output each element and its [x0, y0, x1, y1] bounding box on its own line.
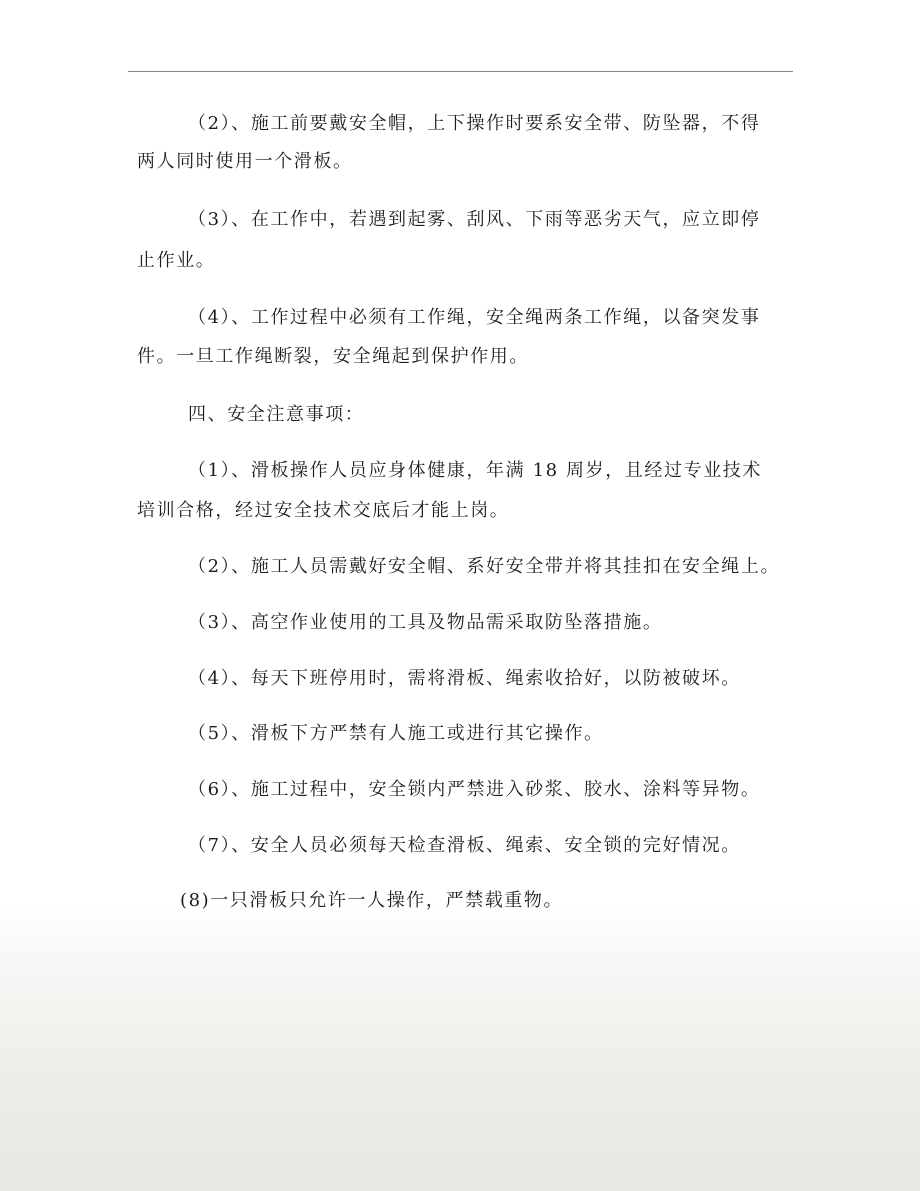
safety-item-8: (8)一只滑板只允许一人操作，严禁载重物。 [180, 890, 564, 911]
paragraph-3-line-1: （3）、在工作中，若遇到起雾、刮风、下雨等恶劣天气，应立即停 [188, 209, 761, 230]
safety-item-3: （3）、高空作业使用的工具及物品需采取防坠落措施。 [188, 612, 663, 633]
safety-item-5: （5）、滑板下方严禁有人施工或进行其它操作。 [188, 723, 604, 744]
safety-item-4: （4）、每天下班停用时，需将滑板、绳索收拾好，以防被破坏。 [188, 668, 741, 689]
section-heading: 四、安全注意事项： [188, 404, 365, 425]
safety-item-6: （6）、施工过程中，安全锁内严禁进入砂浆、胶水、涂料等异物。 [188, 779, 761, 800]
paragraph-4-line-1: （4）、工作过程中必须有工作绳，安全绳两条工作绳，以备突发事 [188, 307, 761, 328]
paragraph-3-line-2: 止作业。 [137, 250, 216, 271]
safety-item-7: （7）、安全人员必须每天检查滑板、绳索、安全锁的完好情况。 [188, 835, 741, 856]
safety-item-1-line-1: （1）、滑板操作人员应身体健康，年满 18 周岁，且经过专业技术 [188, 460, 762, 481]
paragraph-2-line-1: （2）、施工前要戴安全帽，上下操作时要系安全带、防坠器，不得 [188, 113, 761, 134]
paragraph-2-line-2: 两人同时使用一个滑板。 [137, 151, 353, 172]
safety-item-2: （2）、施工人员需戴好安全帽、系好安全带并将其挂扣在安全绳上。 [188, 556, 781, 577]
safety-item-1-line-2: 培训合格，经过安全技术交底后才能上岗。 [137, 500, 510, 521]
paragraph-4-line-2: 件。一旦工作绳断裂，安全绳起到保护作用。 [137, 346, 529, 367]
header-rule [128, 71, 793, 72]
